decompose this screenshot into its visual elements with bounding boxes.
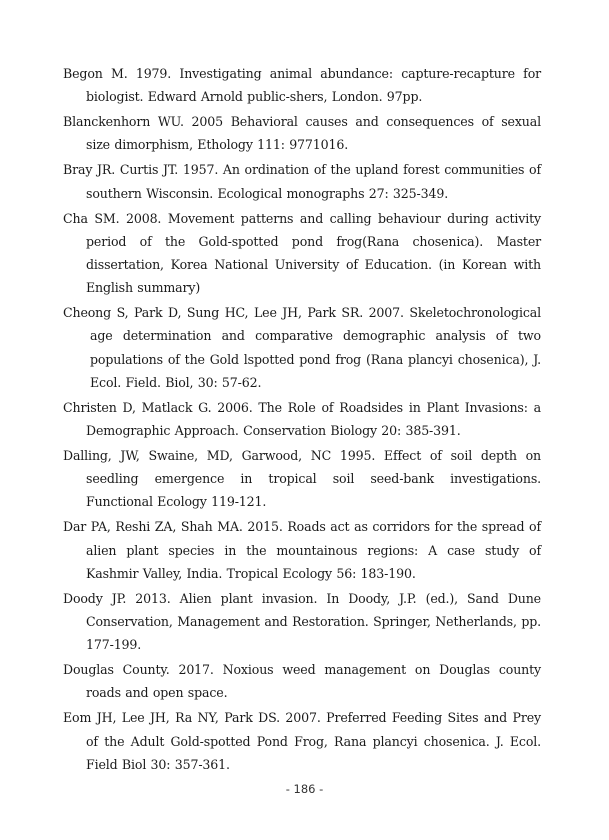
reference-list (63, 62, 541, 778)
reference-entry-douglas: Douglas County. 2017. Noxious weed management on Douglas county roads and open space. (63, 662, 541, 701)
reference-entry-doody: Doody JP. 2013. Alien plant invasion. In Doody, J.P. (ed.), Sand Dune Conservation, Management and Restoration. Springer, Netherlands, pp. 177-199. (63, 590, 541, 653)
reference-entry-cheong: Cheong S, Park D, Sung HC, Lee JH, Park SR. 2007. Skeletochronological age determination and comparative demographic analysis of two populations of the Gold lspotted pond frog (Rana plancyi chosenica), J. Ecol. Field. Biol, 30: 57-62. (63, 305, 541, 390)
reference-entry-blanckenhorn: Blanckenhorn WU. 2005 Behavioral causes and consequences of sexual size dimorphism, Ethology 111: 9771016. (63, 114, 541, 153)
reference-entry-dar: Dar PA, Reshi ZA, Shah MA. 2015. Roads act as corridors for the spread of alien plant species in the mountainous regions: A case study of Kashmir Valley, India. Tropical Ecology 56: 183-190. (63, 519, 541, 581)
reference-entry-eom: Eom JH, Lee JH, Ra NY, Park DS. 2007. Preferred Feeding Sites and Prey of the Adult Gold-spotted Pond Frog, Rana plancyi chosenica. J. Ecol. Field Biol 30: 357-361. (63, 710, 541, 772)
reference-entry-christen: Christen D, Matlack G. 2006. The Role of Roadsides in Plant Invasions: a Demographic Approach. Conservation Biology 20: 385-391. (63, 399, 541, 439)
reference-entry-dalling: Dalling, JW, Swaine, MD, Garwood, NC 1995. Effect of soil depth on seedling emergence in tropical soil seed-bank investigations. Functional Ecology 119-121. (63, 448, 541, 510)
reference-entry-cha: Cha SM. 2008. Movement patterns and calling behaviour during activity period of the Gold-spotted pond frog(Rana chosenica). Master dissertation, Korea National University of Education. (in Korean with English summary) (63, 210, 541, 296)
reference-entry-begon: Begon M. 1979. Investigating animal abundance: capture-recapture for biologist. Edward Arnold public-shers, London. 97pp. (63, 66, 541, 105)
reference-entry-bray: Bray JR. Curtis JT. 1957. An ordination of the upland forest communities of southern Wisconsin. Ecological monographs 27: 325-349. (63, 162, 541, 201)
page-number: - 186 - (285, 782, 324, 796)
